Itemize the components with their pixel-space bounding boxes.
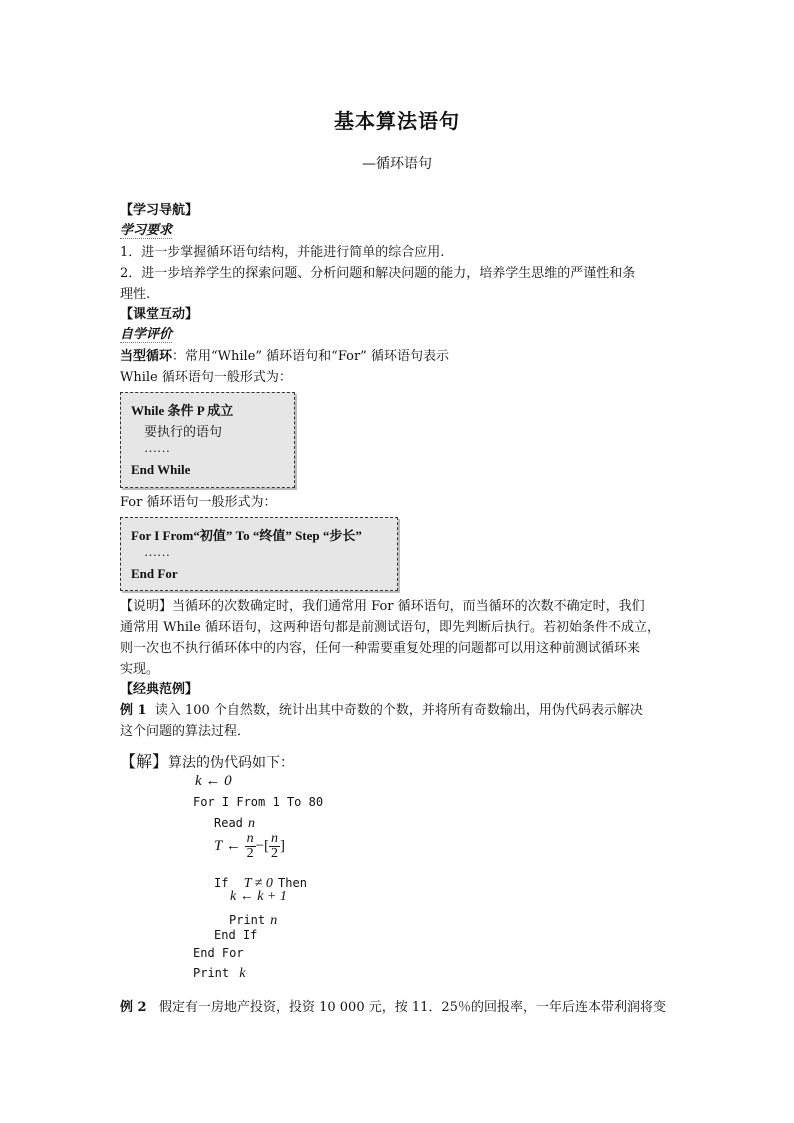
while-box-line-2: 要执行的语句 (144, 424, 223, 439)
frac2-den: 2 (271, 846, 279, 861)
while-syntax-box (120, 392, 295, 488)
while-box-line-4: End While (131, 462, 191, 477)
code-line-9: End For (193, 946, 244, 960)
minus-sign: −[ (255, 838, 270, 854)
loop-def-text: ：常用“While” 循环语句和“For” 循环语句表示 (172, 349, 449, 364)
learning-req-label: 学习要求 (120, 223, 173, 238)
loop-def-label: 当型循环 (120, 349, 173, 364)
frac2-num: n (271, 831, 279, 846)
example-1-label: 例 1 (120, 703, 147, 718)
code-line-2: For I From 1 To 80 (193, 795, 324, 809)
code-read-var: n (248, 816, 255, 831)
self-eval-heading (120, 325, 172, 345)
code-print-k-var: k (239, 966, 246, 981)
example-1-line-1 (120, 701, 643, 721)
example-2-line-1 (120, 998, 666, 1018)
for-box-line-3: End For (131, 566, 178, 581)
learning-req-heading (120, 221, 172, 241)
while-box-line-1: While 条件 P 成立 (131, 403, 234, 418)
frac-num: n (246, 831, 254, 846)
fraction-n-over-2 (245, 832, 256, 861)
self-eval-label: 自学评价 (120, 327, 173, 342)
note-line-1: 【说明】当循环的次数确定时，我们通常用 For 循环语句，而当循环的次数不确定时，我们 (120, 599, 645, 614)
close-bracket: ] (280, 838, 286, 854)
code-line-8: End If (214, 928, 258, 942)
while-form-label: While 循环语句一般形式为： (120, 370, 292, 385)
section-examples-heading: 【经典范例】 (120, 682, 199, 697)
note-line-4: 实现。 (120, 662, 160, 677)
req-line-2a: 2．进一步培养学生的探索问题、分析问题和解决问题的能力，培养学生思维的严谨性和条 (120, 266, 636, 281)
for-box-line-1: For I From“初值” To “终值” Step “步长” (131, 528, 362, 543)
for-syntax-box (120, 517, 398, 591)
example-2-text: 假定有一房地产投资，投资 10 000 元，按 11．25％的回报率，一年后连本带利润将变 (158, 1000, 666, 1015)
for-form-label: For 循环语句一般形式为： (120, 495, 277, 510)
page-subtitle: —循环语句 (362, 156, 432, 172)
example-1-line-2: 这个问题的算法过程． (120, 724, 251, 739)
code-read-keyword: Read (214, 816, 243, 830)
code-line-10 (193, 962, 246, 982)
solution-line (120, 749, 294, 772)
frac-den: 2 (246, 846, 254, 861)
while-box-line-3: …… (144, 440, 170, 455)
code-line-1: k ← 0 (195, 773, 232, 789)
code-print-k-keyword: Print (193, 966, 230, 980)
code-line-7 (229, 909, 277, 929)
req-line-1: 1．进一步掌握循环语句结构，并能进行简单的综合应用. (120, 245, 445, 260)
example-2-label: 例 2 (120, 1000, 147, 1015)
code-print-var: n (270, 913, 278, 928)
solution-text: 算法的伪代码如下： (168, 755, 295, 771)
note-line-3: 则一次也不执行循环体中的内容，任何一种需要重复处理的问题都可以用这种前测试循环来 (120, 641, 641, 656)
example-1-text-a: 读入 100 个自然数，统计出其中奇数的个数，并将所有奇数输出，用伪代码表示解决 (154, 703, 643, 718)
solution-label: 【解】 (120, 752, 169, 771)
code-assign-lhs: T ← (214, 837, 241, 854)
code-line-4 (214, 832, 285, 861)
note-line-2: 通常用 While 循环语句，这两种语句都是前测试语句，即先判断后执行。若初始条件不成立， (120, 620, 661, 635)
code-if-keyword: If (214, 876, 229, 890)
page-title: 基本算法语句 (334, 109, 460, 133)
section-interact-heading: 【课堂互动】 (120, 307, 199, 322)
req-line-2b: 理性. (120, 287, 151, 302)
section-guide-heading: 【学习导航】 (120, 203, 199, 218)
loop-definition (120, 347, 449, 367)
code-line-6: k ← k + 1 (230, 889, 287, 904)
code-if-cond: T ≠ 0 (243, 876, 273, 891)
fraction-n-over-2-floor (269, 832, 280, 861)
for-box-line-2: …… (144, 544, 170, 559)
code-print-keyword: Print (229, 913, 266, 927)
code-line-3 (214, 812, 255, 832)
code-then-keyword: Then (278, 876, 307, 890)
